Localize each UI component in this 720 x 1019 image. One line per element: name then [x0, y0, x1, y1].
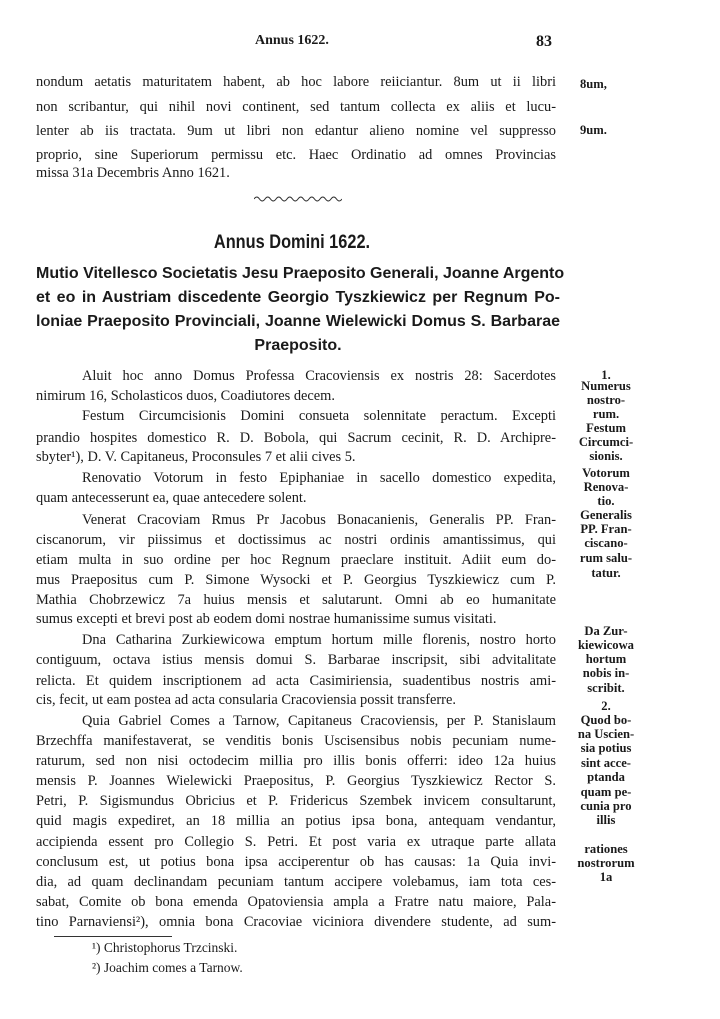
- body-line: cis, fecit, ut eam postea ad acta consularia Cracoviensia possit transferre.: [36, 692, 456, 708]
- body-line: quam antecesserunt ea, quae antecedere solent.: [36, 490, 307, 506]
- body-line: Petri, P. Sigismundus Obricius et P. Fridericus Szembek invicem consultarunt,: [36, 793, 556, 809]
- margin-note: Votorum: [582, 466, 630, 480]
- body-line: Venerat Cracoviam Rmus Pr Jacobus Bonacanienis, Generalis PP. Fran-: [82, 512, 556, 528]
- body-line: Dna Catharina Zurkiewicowa emptum hortum mille florenis, nostro horto: [82, 632, 556, 648]
- body-line: mus Praepositus cum P. Simone Wysocki et P. Georgius Tyszkiewicz cum P.: [36, 572, 556, 588]
- margin-note: 9um.: [580, 123, 607, 137]
- section-subtitle-line: Praeposito.: [254, 337, 342, 354]
- margin-note: quam pe-: [580, 785, 632, 799]
- body-line: prandio hospites domestico R. D. Bobola, qui Sacrum cecinit, R. D. Archipre-: [36, 430, 556, 446]
- margin-note: rum.: [592, 407, 620, 421]
- body-line: Aluit hoc anno Domus Professa Cracoviensis ex nostris 28: Sacerdotes: [82, 368, 556, 384]
- body-line: accipienda essent pro Collegio S. Petri. Et post varia ex utraque parte allata: [36, 834, 556, 850]
- footnote-rule: [54, 936, 172, 937]
- body-line: raturum, sed non nisi octodecim millia pro illis bonis offerri: ideo 12a huius: [36, 753, 556, 769]
- body-line: Renovatio Votorum in festo Epiphaniae in sacello domestico expedita,: [82, 470, 556, 486]
- margin-note: 1a: [599, 870, 613, 884]
- body-line: Quia Gabriel Comes a Tarnow, Capitaneus Cracoviensis, per P. Stanislaum: [82, 713, 556, 729]
- section-title: Annus Domini 1622.: [213, 232, 371, 253]
- margin-note: na Uscien-: [577, 727, 635, 741]
- footnote: ¹) Christophorus Trzcinski.: [92, 940, 238, 955]
- margin-note: scribit.: [587, 681, 625, 695]
- margin-note: nostrorum: [577, 856, 635, 870]
- margin-note: rationes: [584, 842, 628, 856]
- margin-note: 8um,: [580, 77, 607, 91]
- body-line: conclusum est, ut potius bona ipsa acciperentur ob has causas: 1a Quia invi-: [36, 854, 556, 870]
- margin-note: nobis in-: [582, 666, 630, 680]
- intro-line: nondum aetatis maturitatem habent, ab hoc labore reiiciantur. 8um ut ii libri: [36, 74, 556, 90]
- body-line: etiam multa in suo ordine per hoc Regnum praeclare instituit. Adiit eum do-: [36, 552, 556, 568]
- wavy-divider: [254, 194, 342, 204]
- margin-note: Festum: [586, 421, 626, 435]
- margin-note: Renova-: [583, 480, 629, 494]
- body-line: Brzechffa manifestaverat, se venditis bonis Uscisensibus nobis pecuniam nume-: [36, 733, 556, 749]
- section-subtitle-line: Mutio Vitellesco Societatis Jesu Praeposito Generali, Joanne Argento: [36, 265, 565, 282]
- margin-note: ptanda: [587, 770, 625, 784]
- margin-note: rum salu-: [579, 551, 633, 565]
- margin-note: Generalis: [580, 508, 632, 522]
- margin-note: sia potius: [580, 741, 632, 755]
- intro-line: proprio, sine Superiorum permissu etc. Haec Ordinatio ad omnes Provincias: [36, 147, 556, 163]
- body-line: relicta. Et quidem inscriptionem ad acta Casimiriensia, suadentibus nostris ami-: [36, 673, 556, 689]
- margin-note: sint acce-: [580, 756, 631, 770]
- margin-note: 1.: [601, 368, 611, 382]
- body-line: tino Parnaviensi²), omnia bona Cracoviae viciniora divendere studente, ad sum-: [36, 914, 556, 930]
- margin-note: tatur.: [591, 566, 621, 580]
- section-subtitle-line: et eo in Austriam discedente Georgio Tyszkiewicz per Regnum Po-: [36, 289, 560, 306]
- margin-note: 2.: [601, 699, 611, 713]
- body-line: quid magis expediret, an 18 millia an potius ipsa bona, antequam vendantur,: [36, 813, 556, 829]
- body-line: nimirum 16, Scholasticos duos, Coadiutores decem.: [36, 388, 335, 404]
- body-line: contiguum, octava istius mensis domui S. Barbarae inscripsit, sibi advitalitate: [36, 652, 556, 668]
- margin-note: tio.: [597, 494, 615, 508]
- margin-note: cunia pro: [580, 799, 632, 813]
- body-line: sabat, Comite ob bona emenda Opatoviensia ampla a Fratre natu maiore, Pala-: [36, 894, 556, 910]
- margin-note: nostro-: [586, 393, 626, 407]
- body-line: Mathia Chobrzewicz 7a huius mensis et salutarunt. Omni ab eo humanitate: [36, 592, 556, 608]
- margin-note: kiewicowa: [578, 638, 634, 652]
- margin-note: illis: [596, 813, 616, 827]
- body-line: sbyter¹), D. V. Capitaneus, Proconsules 7 et alii cives 5.: [36, 449, 356, 465]
- intro-line: missa 31a Decembris Anno 1621.: [36, 165, 230, 181]
- body-line: ciscanorum, vir piissimus et doctissimus ac nostri ordinis amantissimus, qui: [36, 532, 556, 548]
- footnote: ²) Joachim comes a Tarnow.: [92, 960, 243, 975]
- body-line: sumus excepti et brevi post ab eodem domi nostrae humanissime sumus visitati.: [36, 611, 497, 627]
- margin-note: ciscano-: [584, 536, 628, 550]
- margin-note: Circumci-: [578, 435, 634, 449]
- body-line: Festum Circumcisionis Domini consueta solennitate peractum. Excepti: [82, 408, 556, 424]
- margin-note: Numerus: [581, 379, 631, 393]
- body-line: mensis P. Joannes Wielewicki Praepositus, P. Georgius Tyszkiewicz Rector S.: [36, 773, 556, 789]
- margin-note: Da Zur-: [584, 624, 628, 638]
- page-number: 83: [536, 33, 552, 50]
- intro-line: non scribantur, qui nihil novi continent, sed tantum collecta ex aliis et lucu-: [36, 99, 556, 115]
- margin-note: hortum: [585, 652, 627, 666]
- margin-note: PP. Fran-: [580, 522, 632, 536]
- margin-note: Quod bo-: [580, 713, 632, 727]
- body-line: dia, ad quam declinandam pecuniam tantum accipere volebamus, iam tota ces-: [36, 874, 556, 890]
- intro-line: lenter ab iis tractata. 9um ut libri non edantur alieno nomine vel suppresso: [36, 123, 556, 139]
- running-title: Annus 1622.: [255, 33, 329, 48]
- margin-note: sionis.: [589, 449, 623, 463]
- section-subtitle-line: loniae Praeposito Provinciali, Joanne Wielewicki Domus S. Barbarae: [36, 313, 560, 330]
